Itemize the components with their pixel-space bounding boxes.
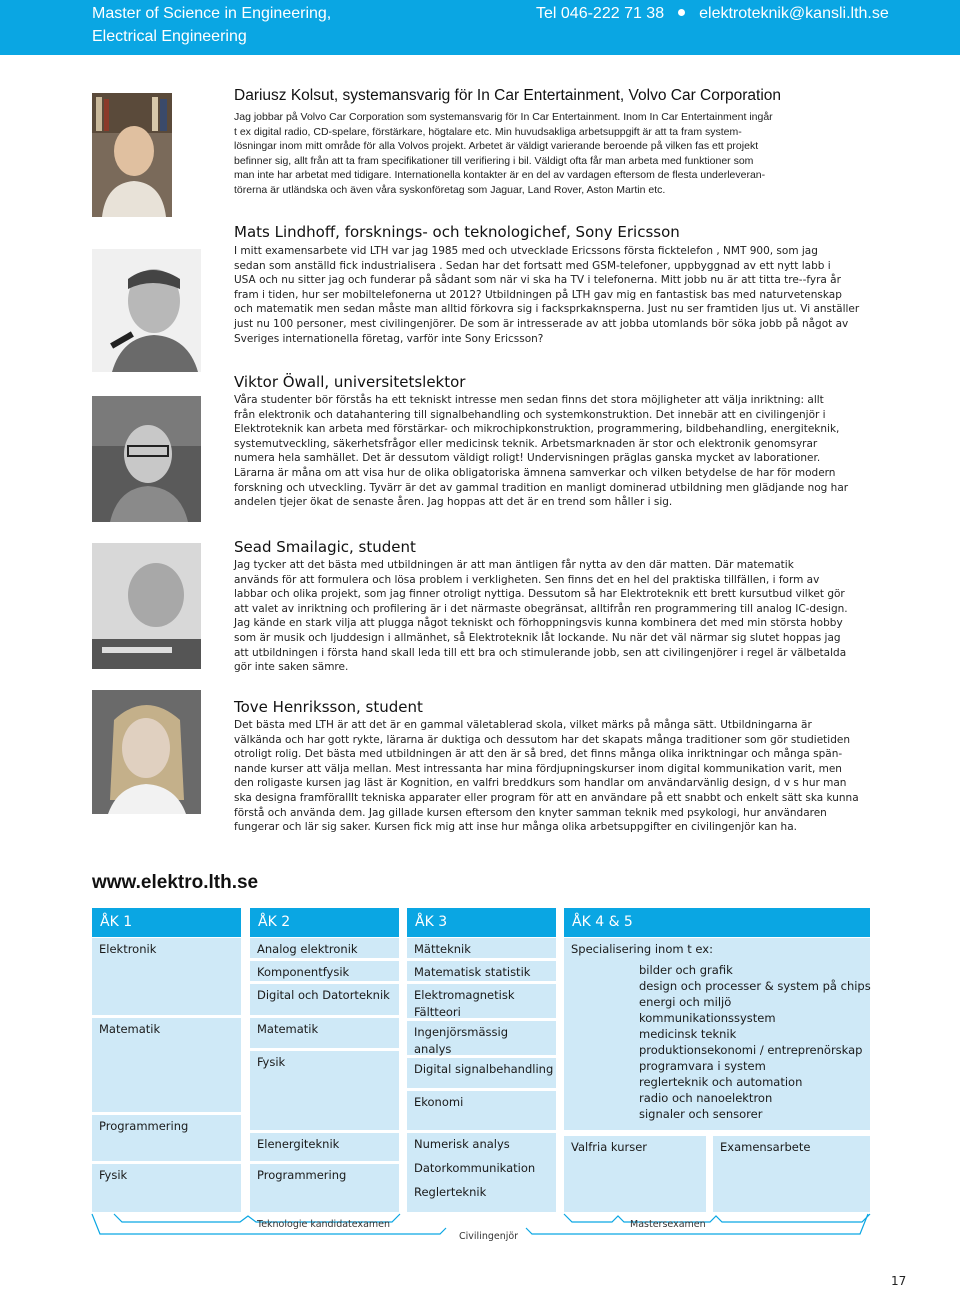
spec-item: design och processer & system på chips — [639, 979, 871, 993]
profile-text-viktor: Våra studenter bör förstås ha ett tekniskt intresse men sedan finns det stora möjligheter att välja inriktning: allt från elektronik och datahantering till signalbehandling och systemkonstruktion. Det innebär att en civilingenjör i Elektroteknik kan arbeta med förstärkar- och mikrochipkonstruktion, programmering, bildbehandling, energiteknik, systemutveckling, säkerhetsfrågor eller medicinsk teknik. Arbetsmarknaden är stor och elektronik genomsyrar numera hela samhället. Det är dessutom väldigt roligt! Undervisningen präglas ganska mycket av laborationer. Lärarna är måna om att visa hur de olika obligatoriska ämnena samverkar och vilken betydelse de har för modern forskning och utveckling. Tyvärr är det av gammal tradition en manligt dominerad utbildning men glädjande nog har andelen tjejer ökat de senaste åren. Jag hoppas att det är en trend som håller i sig. — [234, 394, 849, 509]
course-y2-matematik: Matematik — [250, 1018, 399, 1048]
profile-name-mats: Mats Lindhoff, forsknings- och teknologichef, Sony Ericsson — [234, 223, 680, 241]
year-header-45: ÅK 4 & 5 — [564, 908, 870, 937]
spec-item: radio och nanoelektron — [639, 1091, 773, 1105]
profile-photo-sead — [92, 543, 201, 669]
thesis-box: Examensarbete — [713, 1136, 870, 1212]
header-email[interactable]: elektroteknik@kansli.lth.se — [699, 5, 889, 22]
profile-name-viktor: Viktor Öwall, universitetslektor — [234, 373, 466, 391]
course-y3-numerisk-analys: Numerisk analys — [407, 1133, 556, 1157]
course-y3-datorkommunikation: Datorkommunikation — [407, 1157, 556, 1181]
electives-box: Valfria kurser — [564, 1136, 706, 1212]
header-line2: Electrical Engineering — [92, 28, 247, 45]
profile-text-sead: Jag tycker att det bästa med utbildningen är att man äntligen får nytta av den där matten. Där matematik används för att formulera och lösa problem i verkligheten. Sen finns det en hel del praktiska tillfällen, i form av labbar och olika projekt, som jag finner otroligt nyttiga. Dessutom så har Elektroteknik ett brett kursutbud vilket gör att valet av inriktning och profilering är i det närmaste obegränsat, alltifrån ren programmering till analog IC-design. Jag kände en stark vilja att plugga något tekniskt och förhoppningsvis kunna kombinera det med min största hobby som är musik och ljuddesign i allmänhet, så Elektroteknik låt lockande. Nu när det väl närmar sig slutet hoppas jag att utbildningen i första hand skall leda till ett bra och stimulerande jobb, sen att civilingenjörer i regel är välbetalda gör inte saken sämre. — [234, 559, 848, 674]
specialisation-heading: Specialisering inom t ex: — [571, 942, 713, 956]
profile-text-tove: Det bästa med LTH är att det är en gammal väletablerad skola, vilket märks på många sätt. Utbildningarna är välkända och har gott rykte, lärarna är duktiga och dessutom har det skapats många traditioner som gör studietiden otroligt rolig. Det bästa med utbildningen är att den är så bred, det finns många olika inriktningar och många spän- nande kurser att välja mellan. Mest intressanta har mina fördjupningskurser inom digital kommunikation varit, men den roligaste kursen jag läst är Kognition, en valfri breddkurs som handlar om användarvänlig design, d v s hur man ska designa framföralllt tekniska apparater eller program för att en användare på ett snabbt och enkelt sätt ska kunna förstå och använda dem. Jag gillade kursen eftersom den knyter samman teknik med psykologi, hur användaren fungerar och lär sig saker. Kursen fick mig att inse hur många olika arbetsuppgifter en civilingenjör kan ha. — [234, 719, 859, 834]
course-y2-fysik: Fysik — [250, 1051, 399, 1130]
year-header-2: ÅK 2 — [250, 908, 399, 937]
course-y1-programmering: Programmering — [92, 1115, 241, 1161]
spec-item: bilder och grafik — [639, 963, 733, 977]
header-contact — [536, 2, 889, 25]
course-y2-digital-datorteknik: Digital och Datorteknik — [250, 984, 399, 1015]
label-civil-engineer: Civilingenjör — [459, 1231, 519, 1242]
profile-photo-mats — [92, 249, 201, 372]
course-y2-analog-elektronik: Analog elektronik — [250, 938, 399, 958]
label-bachelor: Teknologie kandidatexamen — [257, 1219, 391, 1230]
profile-text-mats: I mitt examensarbete vid LTH var jag 1985 med och utvecklade Ericssons första ficktelefon , NMT 900, som jag sedan som anställd fick industrialisera . Sedan har det fortsatt med GSM-telefoner, uppbyggnad av ett nytt labb i USA och nu sitter jag och funderar på sådant som när vi ska ha TV i telefonerna. Mitt jobb nu är att titta tre--fyra år fram i tiden, hur ser mobiltelefonerna ut 2012? Utbildningen på LTH gav mig en fantastisk bas med naturvetenskap och matematik men sedan måste man alltid förkovra sig i facksprkaknsperna. Just nu ser framtiden ljus ut. Vi anställer just nu 100 personer, mest civilingenjörer. De som är intresserade av att jobba utomlands bör söka jobb på något av Sveriges internationella företag, varför inte Sony Ericsson? — [234, 245, 860, 345]
course-line: analys — [414, 1042, 452, 1056]
course-y2-komponentfysik: Komponentfysik — [250, 961, 399, 981]
bullet-icon — [678, 9, 685, 16]
page-number: 17 — [891, 1274, 907, 1288]
course-y2-programmering: Programmering — [250, 1164, 399, 1212]
spec-item: signaler och sensorer — [639, 1107, 763, 1121]
profile-photo-tove — [92, 690, 201, 814]
profile-photo-dariusz — [92, 93, 172, 217]
course-y3-digital-signalbehandling: Digital signalbehandling — [407, 1058, 556, 1088]
page-header — [0, 0, 960, 55]
profile-text-dariusz: Jag jobbar på Volvo Car Corporation som systemansvarig för In Car Entertainment. Inom In Car Entertainment ingår t ex digital radio, CD-spelare, förstärkare, högtalare etc. Min huvudsakliga arbetsuppgift är att ta fram system- lösningar inom mitt område för alla Volvos projekt. Arbetet är väldigt varierande beroende på vilken fas ett projekt befinner sig, allt från att ta fram specifikationer till verifiering i bil. Väldigt ofta får man arbeta med funktioner som man inte har arbetat med tidigare. Internationella kontakter är en del av vardagen eftersom de flesta underleveran- törerna är utländska och även våra syskonföretag som Jaguar, Land Rover, Aston Martin etc. — [234, 111, 773, 196]
year-header-3: ÅK 3 — [407, 908, 556, 937]
spec-item: kommunikationssystem — [639, 1011, 776, 1025]
course-line: Ingenjörsmässig — [414, 1025, 509, 1039]
course-y3-reglerteknik: Reglerteknik — [407, 1181, 556, 1212]
spec-item: produktionsekonomi / entreprenörskap — [639, 1043, 863, 1057]
course-y3-matematisk-statistik: Matematisk statistik — [407, 961, 556, 981]
profile-photo-viktor — [92, 396, 201, 522]
course-y2-elenergiteknik: Elenergiteknik — [250, 1133, 399, 1161]
course-line: Fältteori — [414, 1005, 461, 1019]
header-line1: Master of Science in Engineering, — [92, 5, 332, 22]
profile-name-tove: Tove Henriksson, student — [234, 698, 423, 716]
course-y1-elektronik: Elektronik — [92, 938, 241, 1015]
course-y3-ekonomi: Ekonomi — [407, 1091, 556, 1130]
header-program — [92, 2, 331, 48]
header-phone: Tel 046-222 71 38 — [536, 5, 665, 22]
course-y3-elektromagnetisk-faltteori — [407, 984, 556, 1018]
spec-item: medicinsk teknik — [639, 1027, 737, 1041]
course-y3-ingenjorsmassig-analys — [407, 1021, 556, 1055]
profile-name-sead: Sead Smailagic, student — [234, 538, 416, 556]
profile-name-dariusz: Dariusz Kolsut, systemansvarig för In Car Entertainment, Volvo Car Corporation — [234, 87, 782, 104]
spec-item: reglerteknik och automation — [639, 1075, 803, 1089]
course-y1-matematik: Matematik — [92, 1018, 241, 1112]
course-line: Elektromagnetisk — [414, 988, 515, 1002]
spec-item: energi och miljö — [639, 995, 732, 1009]
label-master: Mastersexamen — [630, 1219, 706, 1230]
website-link[interactable]: www.elektro.lth.se — [92, 872, 259, 893]
specialisation-list — [639, 962, 871, 1122]
course-y1-fysik: Fysik — [92, 1164, 241, 1212]
year-header-1: ÅK 1 — [92, 908, 241, 937]
course-y3-matteknik: Mätteknik — [407, 938, 556, 958]
spec-item: programvara i system — [639, 1059, 766, 1073]
